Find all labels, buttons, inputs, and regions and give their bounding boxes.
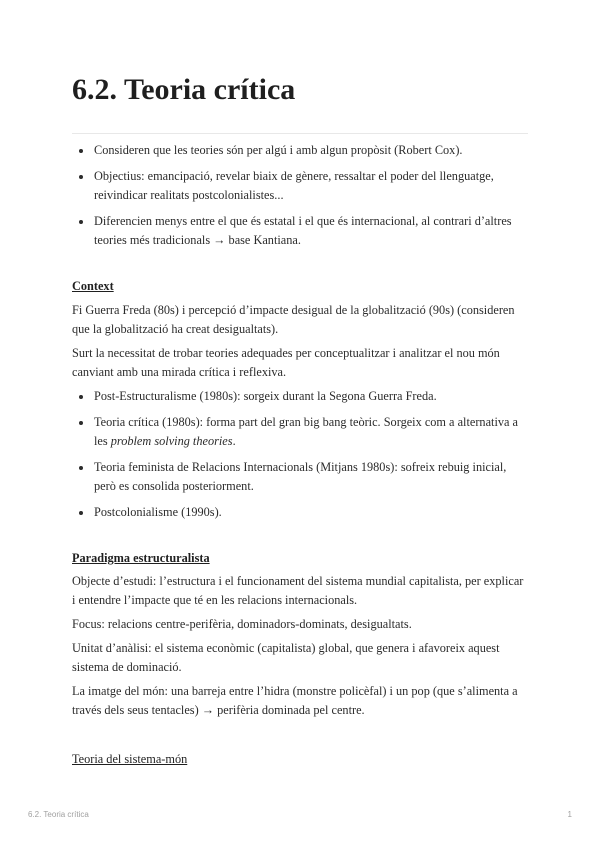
critical-theory-end: .: [232, 434, 236, 448]
page-title: 6.2. Teoria crítica: [72, 73, 296, 106]
context-paragraph-2: Surt la necessitat de trobar teories adequades per conceptualitzar i analitzar el nou món canviant amb una mirada crítica i reflexiva.: [72, 346, 500, 379]
list-item: Diferencien menys entre el que és estatal i el que és internacional, al contrari d’altres teories més tradicionals → base Kantiana.: [72, 212, 528, 250]
context-section: [72, 277, 528, 296]
critical-theory-italic: problem solving theories: [110, 434, 233, 448]
critical-theory-text: Teoria crítica (1980s): forma part del gran big bang teòric. Sorgeix com a alternativa a les: [94, 415, 519, 448]
footer-title: 6.2. Teoria crítica: [28, 810, 89, 819]
paradigma-paragraph-1: Objecte d’estudi: l’estructura i el funcionament del sistema mundial capitalista, per explicar i entendre l’impacte que té en les relacions internacionals.: [72, 574, 524, 607]
paradigma-paragraph-4: La imatge del món: una barreja entre l’hidra (monstre policèfal) i un pop (que s’alimenta a través dels seus tentacles) → perifèria dominada pel centre.: [72, 684, 518, 717]
list-item: Teoria feminista de Relacions Internacionals (Mitjans 1980s): sofreix rebuig inicial, però es consolida posteriorment.: [72, 458, 528, 496]
paradigma-paragraph-2: Focus: relacions centre-perifèria, dominadors-dominats, desigualtats.: [72, 617, 412, 631]
intro-bullet-list: [72, 141, 528, 250]
section-heading-context: Context: [72, 279, 114, 293]
list-item: Objectius: emancipació, revelar biaix de gènere, ressaltar el poder del llenguatge, reivindicar realitats postcolonialistes...: [72, 167, 528, 205]
page-number: 1: [567, 810, 572, 819]
list-item: Post-Estructuralisme (1980s): sorgeix durant la Segona Guerra Freda.: [72, 387, 528, 406]
list-item: [72, 413, 528, 451]
list-item: Consideren que les teories són per algú i amb algun propòsit (Robert Cox).: [72, 141, 528, 160]
context-bullet-list: [72, 387, 528, 522]
title-divider: [72, 133, 528, 134]
paradigma-paragraph-3: Unitat d’anàlisi: el sistema econòmic (capitalista) global, que genera i afavoreix aquest sistema de dominació.: [72, 641, 500, 674]
section-heading-paradigma: Paradigma estructuralista: [72, 551, 210, 565]
section-heading-sistema-mon: Teoria del sistema-món: [72, 752, 188, 766]
list-item: Postcolonialisme (1990s).: [72, 503, 528, 522]
context-paragraph-1: Fi Guerra Freda (80s) i percepció d’impacte desigual de la globalització (90s) (consideren que la globalització ha creat desigualtats).: [72, 303, 515, 336]
paradigma-section: [72, 549, 528, 568]
sistema-mon-section: [72, 750, 528, 769]
